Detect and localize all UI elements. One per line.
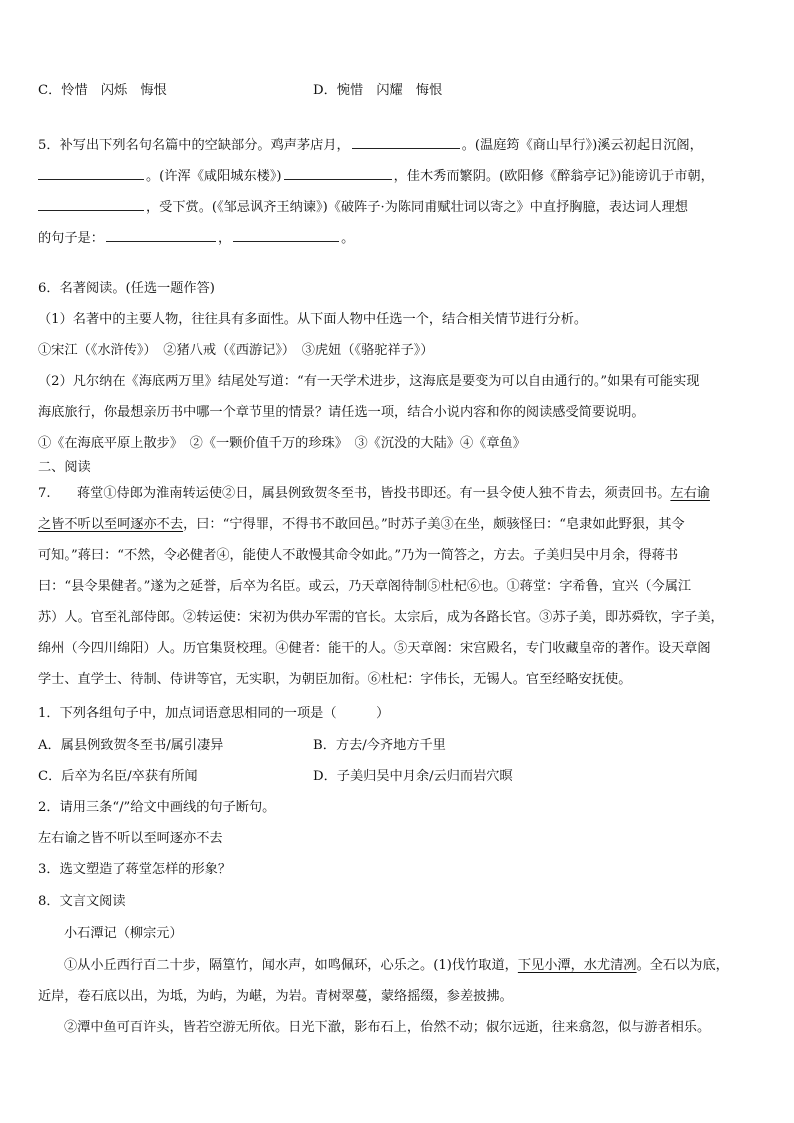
q5-line-1 <box>38 134 764 156</box>
q8-para2: ②潭中鱼可百许头，皆若空游无所依。日光下澈，影布石上，佁然不动；俶尔远逝，往来翕忽，似与游者相乐。 <box>64 1020 711 1035</box>
answer-blank[interactable] <box>284 165 392 180</box>
options-row-cd <box>38 81 764 101</box>
q5-text: 。(许浑《咸阳城东楼》) <box>146 169 282 184</box>
underlined-text: 左右谕 <box>670 486 710 501</box>
option-d: D．惋惜 闪耀 悔恨 <box>313 83 443 98</box>
q6-part2-line1: （2）凡尔纳在《海底两万里》结尾处写道：“有一天学术进步，这海底是要变为可以自由通行的。”如果有可能实现 <box>38 374 700 389</box>
q5-text: 5．补写出下列名句名篇中的空缺部分。鸡声茅店月， <box>38 138 350 153</box>
q7-note-line-2: 绵州（今四川绵阳）人。历官集贤校理。④健者：能干的人。⑤天章阁：宋宫殿名，专门收藏皇帝的著作。设天章阁 <box>38 641 711 656</box>
q8-text: 。全石以为底， <box>636 958 729 973</box>
underlined-text: 之皆不听以至呵逐亦不去 <box>38 517 184 532</box>
option-c: C．怜惜 闪烁 悔恨 <box>38 83 167 98</box>
section-heading: 二、阅读 <box>38 460 91 475</box>
q7-note-line-3: 学士、直学士、待制、侍讲等官，无实职，为朝臣加衔。⑥杜杞：字伟长，无锡人。官至经略安抚使。 <box>38 672 632 687</box>
q7-passage-line-4: 曰：“县令果健者。”遂为之延誉，后卒为名臣。或云，乃天章阁待制⑤杜杞⑥也。①蒋堂：字希鲁，宜兴（今属江 <box>38 579 692 594</box>
q7-passage-line-1 <box>38 484 764 504</box>
answer-blank[interactable] <box>106 227 216 242</box>
answer-blank[interactable] <box>38 196 144 211</box>
option-a[interactable]: A．属县例致贺冬至书/属引凄异 <box>38 738 224 753</box>
q5-text: 。(温庭筠《商山早行》)溪云初起日沉阁， <box>461 138 703 153</box>
q6-part2-line2: 海底旅行，你最想亲历书中哪一个章节里的情景？请任选一项，结合小说内容和你的阅读感受简要说明。 <box>38 405 645 420</box>
answer-blank[interactable] <box>38 165 144 180</box>
q6-part1: （1）名著中的主要人物，往往具有多面性。从下面人物中任选一个，结合相关情节进行分析。 <box>38 312 588 327</box>
option-d[interactable]: D．子美归吴中月余/云归而岩穴暝 <box>313 769 513 784</box>
q5-text: ，受下赏。(《邹忌讽齐王纳谏》)《破阵子·为陈同甫赋壮词以寄之》中直抒胸臆，表达词人理想 <box>146 200 688 215</box>
q7-passage-line-2 <box>38 515 764 535</box>
q8-para1-line1 <box>64 956 764 976</box>
q7-sub2-text: 左右谕之皆不听以至呵逐亦不去 <box>38 831 223 846</box>
q8-para1-line2: 近岸，卷石底以出，为坻，为屿，为嵁，为岩。青树翠蔓，蒙络摇缀，参差披拂。 <box>38 989 513 1004</box>
q7-sub1-options-ab <box>38 736 764 756</box>
q5-text: 。 <box>341 231 355 246</box>
q5-text: 的句子是： <box>38 231 104 246</box>
q7-passage-line-3: 可知。”蒋曰：“不然，令必健者④，能使人不敢慢其命令如此。”乃为一简答之，方去。子美归吴中月余，得蒋书 <box>38 548 679 563</box>
option-c[interactable]: C．后卒为名臣/卒获有所闻 <box>38 769 198 784</box>
q5-text: ， <box>217 231 232 246</box>
q7-sub1-options-cd <box>38 767 764 787</box>
q5-line-4 <box>38 227 764 249</box>
answer-blank[interactable] <box>352 134 460 149</box>
q7-sub2: 2．请用三条“/”给文中画线的句子断句。 <box>38 800 276 815</box>
underlined-text: 下见小潭，水尤清冽 <box>517 958 637 973</box>
q7-sub1: 1．下列各组句子中，加点词语意思相同的一项是（ ） <box>38 706 390 721</box>
q7-text: ，曰：“宁得罪，不得书不敢回邑。”时苏子美③在坐，颇骇怪曰：“皂隶如此野狠，其令 <box>183 517 685 532</box>
q6-part2-options: ①《在海底平原上散步》 ②《一颗价值千万的珍珠》 ③《沉没的大陆》④《章鱼》 <box>38 436 526 451</box>
option-b[interactable]: B．方去/今齐地方千里 <box>313 738 446 753</box>
q8-text: ①从小丘西行百二十步，隔篁竹，闻水声，如鸣佩环，心乐之。(1)伐竹取道， <box>64 958 518 973</box>
q7-sub3: 3．选文塑造了蒋堂怎样的形象？ <box>38 862 232 877</box>
q5-text: ，佳木秀而繁阴。(欧阳修《醉翁亭记》)能谤讥于市朝， <box>393 169 714 184</box>
q8-subtitle: 小石潭记（柳宗元） <box>64 926 183 941</box>
q7-text: 7. 蒋堂①侍郎为淮南转运使②日，属县例致贺冬至书，皆投书即还。有一县令使人独不肯去，须责回书。 <box>38 486 671 501</box>
q5-line-3 <box>38 196 764 218</box>
q6-title: 6．名著阅读。(任选一题作答) <box>38 281 215 296</box>
q5-line-2 <box>38 165 764 187</box>
answer-blank[interactable] <box>233 227 339 242</box>
q8-title: 8．文言文阅读 <box>38 894 126 909</box>
q7-note-line-1: 苏）人。官至礼部侍郎。②转运使：宋初为供办军需的官长。太宗后，成为各路长官。③苏子美，即苏舜钦，字子美， <box>38 610 724 625</box>
q6-part1-options: ①宋江（《水浒传》） ②猪八戒（《西游记》） ③虎妞（《骆驼祥子》） <box>38 343 434 358</box>
